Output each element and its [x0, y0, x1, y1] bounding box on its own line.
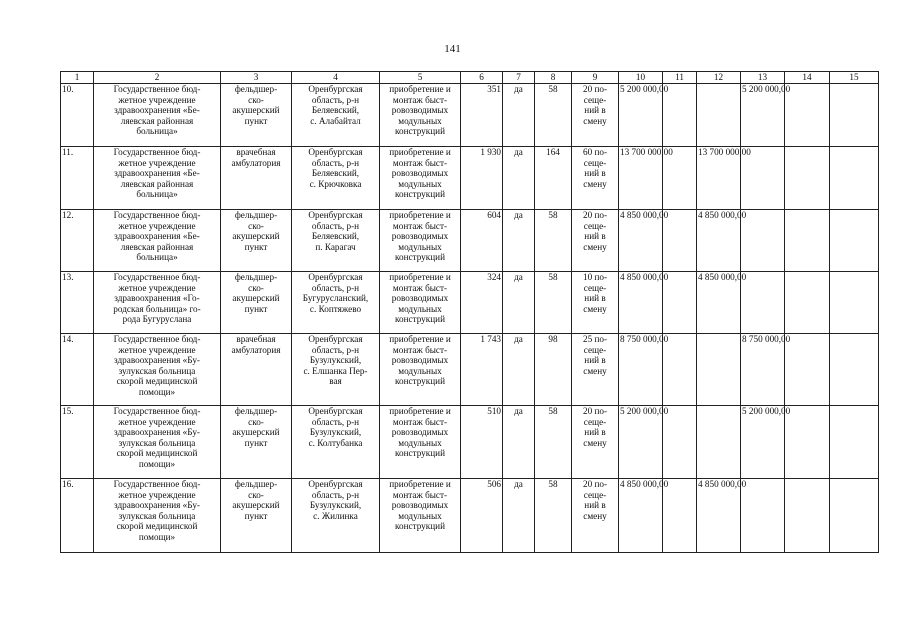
header-cell: 4	[292, 72, 380, 84]
amount-col11	[663, 406, 697, 479]
row-number: 11.	[61, 147, 94, 210]
header-cell: 13	[741, 72, 785, 84]
capacity: 20 по- сеще- ний в смену	[582, 84, 608, 126]
amount-col15	[830, 210, 879, 272]
table-row	[61, 210, 879, 272]
amount-col12: 4 850 000,00	[697, 479, 741, 553]
institution-name: Государственное бюд- жетное учреждение здравоохранения «Бе- ляевская районная больница»	[113, 84, 201, 137]
institution-name: Государственное бюд- жетное учреждение здравоохранения «Бе- ляевская районная больница»	[113, 147, 201, 200]
institution-name: Государственное бюд- жетное учреждение здравоохранения «Бу- зулукская больница скорой медицинской помощи»	[113, 479, 201, 542]
count: 58	[535, 272, 572, 334]
page-number: 141	[444, 43, 461, 55]
count: 58	[535, 479, 572, 553]
amount-col15	[830, 334, 879, 406]
amount-col14	[785, 406, 830, 479]
amount-col10: 4 850 000,00	[619, 272, 663, 334]
work-type: приобретение и монтаж быст- ровозводимых модульных конструкций	[389, 334, 451, 387]
header-cell: 12	[697, 72, 741, 84]
facility-type: врачебная амбулатория	[231, 147, 281, 168]
flag: да	[503, 406, 535, 479]
header-cell: 7	[503, 72, 535, 84]
amount-col12	[697, 406, 741, 479]
table-row	[61, 406, 879, 479]
flag: да	[503, 334, 535, 406]
row-number: 13.	[61, 272, 94, 334]
header-cell: 10	[619, 72, 663, 84]
capacity: 20 по- сеще- ний в смену	[582, 406, 608, 448]
facility-type: фельдшер- ско- акушерский пункт	[232, 272, 280, 314]
flag: да	[503, 479, 535, 553]
population: 506	[461, 479, 503, 553]
amount-col12	[697, 334, 741, 406]
amount-col11	[663, 479, 697, 553]
amount-col12	[697, 84, 741, 147]
flag: да	[503, 84, 535, 147]
location: Оренбургская область, р-н Бугурусланский, с. Коптяжево	[302, 272, 369, 314]
location: Оренбургская область, р-н Беляевский, п. Карагач	[308, 210, 363, 252]
facility-type: фельдшер- ско- акушерский пункт	[232, 210, 280, 252]
amount-col14	[785, 334, 830, 406]
population: 510	[461, 406, 503, 479]
amount-col10: 5 200 000,00	[619, 84, 663, 147]
location: Оренбургская область, р-н Бузулукский, с. Елшанка Пер- вая	[303, 334, 368, 387]
amount-col15	[830, 84, 879, 147]
amount-col15	[830, 406, 879, 479]
amount-col10: 5 200 000,00	[619, 406, 663, 479]
capacity: 20 по- сеще- ний в смену	[582, 479, 608, 521]
location: Оренбургская область, р-н Бузулукский, с. Жилинка	[308, 479, 363, 521]
amount-col14	[785, 272, 830, 334]
amount-col15	[830, 479, 879, 553]
count: 58	[535, 406, 572, 479]
amount-col15	[830, 147, 879, 210]
work-type: приобретение и монтаж быст- ровозводимых модульных конструкций	[389, 406, 451, 459]
amount-col12: 13 700 000,00	[697, 147, 741, 210]
row-number: 14.	[61, 334, 94, 406]
work-type: приобретение и монтаж быст- ровозводимых модульных конструкций	[389, 147, 451, 200]
amount-col13: 8 750 000,00	[741, 334, 785, 406]
header-cell: 14	[785, 72, 830, 84]
work-type: приобретение и монтаж быст- ровозводимых модульных конструкций	[389, 210, 451, 263]
amount-col13: 5 200 000,00	[741, 406, 785, 479]
work-type: приобретение и монтаж быст- ровозводимых модульных конструкций	[389, 479, 451, 532]
institution-name: Государственное бюд- жетное учреждение здравоохранения «Бе- ляевская районная больница»	[113, 210, 201, 263]
table-row	[61, 334, 879, 406]
facilities-table	[60, 71, 879, 553]
header-cell: 3	[221, 72, 292, 84]
institution-name: Государственное бюд- жетное учреждение здравоохранения «Го- родская больница» го- рода Бугуруслана	[113, 272, 201, 325]
amount-col13	[741, 479, 785, 553]
count: 58	[535, 210, 572, 272]
amount-col10: 4 850 000,00	[619, 210, 663, 272]
facility-type: фельдшер- ско- акушерский пункт	[232, 406, 280, 448]
amount-col10: 8 750 000,00	[619, 334, 663, 406]
capacity: 10 по- сеще- ний в смену	[582, 272, 608, 314]
header-cell: 6	[461, 72, 503, 84]
population: 324	[461, 272, 503, 334]
facility-type: врачебная амбулатория	[231, 334, 281, 355]
amount-col15	[830, 272, 879, 334]
header-cell: 8	[535, 72, 572, 84]
amount-col13	[741, 210, 785, 272]
header-cell: 9	[572, 72, 619, 84]
location: Оренбургская область, р-н Беляевский, с. Крючковка	[308, 147, 363, 189]
location: Оренбургская область, р-н Бузулукский, с. Колтубанка	[308, 406, 363, 448]
header-row	[61, 72, 879, 84]
capacity: 60 по- сеще- ний в смену	[582, 147, 608, 189]
header-cell: 5	[380, 72, 461, 84]
table-row	[61, 272, 879, 334]
population: 604	[461, 210, 503, 272]
amount-col10: 4 850 000,00	[619, 479, 663, 553]
count: 98	[535, 334, 572, 406]
row-number: 12.	[61, 210, 94, 272]
amount-col12: 4 850 000,00	[697, 210, 741, 272]
capacity: 20 по- сеще- ний в смену	[582, 210, 608, 252]
header-cell: 2	[94, 72, 221, 84]
population: 351	[461, 84, 503, 147]
flag: да	[503, 147, 535, 210]
amount-col10: 13 700 000,00	[619, 147, 663, 210]
amount-col14	[785, 84, 830, 147]
row-number: 16.	[61, 479, 94, 553]
table-row	[61, 479, 879, 553]
header-cell: 11	[663, 72, 697, 84]
population: 1 743	[461, 334, 503, 406]
header-cell: 15	[830, 72, 879, 84]
amount-col13	[741, 272, 785, 334]
row-number: 10.	[61, 84, 94, 147]
flag: да	[503, 272, 535, 334]
amount-col14	[785, 147, 830, 210]
work-type: приобретение и монтаж быст- ровозводимых модульных конструкций	[389, 272, 451, 325]
flag: да	[503, 210, 535, 272]
facility-type: фельдшер- ско- акушерский пункт	[232, 84, 280, 126]
amount-col12: 4 850 000,00	[697, 272, 741, 334]
count: 164	[535, 147, 572, 210]
count: 58	[535, 84, 572, 147]
institution-name: Государственное бюд- жетное учреждение здравоохранения «Бу- зулукская больница скорой медицинской помощи»	[113, 406, 201, 469]
institution-name: Государственное бюд- жетное учреждение здравоохранения «Бу- зулукская больница скорой медицинской помощи»	[113, 334, 201, 397]
table-row	[61, 147, 879, 210]
population: 1 930	[461, 147, 503, 210]
capacity: 25 по- сеще- ний в смену	[582, 334, 608, 376]
header-cell: 1	[61, 72, 94, 84]
table-row	[61, 84, 879, 147]
amount-col14	[785, 479, 830, 553]
row-number: 15.	[61, 406, 94, 479]
location: Оренбургская область, р-н Беляевский, с. Алабайтал	[308, 84, 363, 126]
amount-col14	[785, 210, 830, 272]
amount-col11	[663, 334, 697, 406]
work-type: приобретение и монтаж быст- ровозводимых модульных конструкций	[389, 84, 451, 137]
facility-type: фельдшер- ско- акушерский пункт	[232, 479, 280, 521]
amount-col13: 5 200 000,00	[741, 84, 785, 147]
